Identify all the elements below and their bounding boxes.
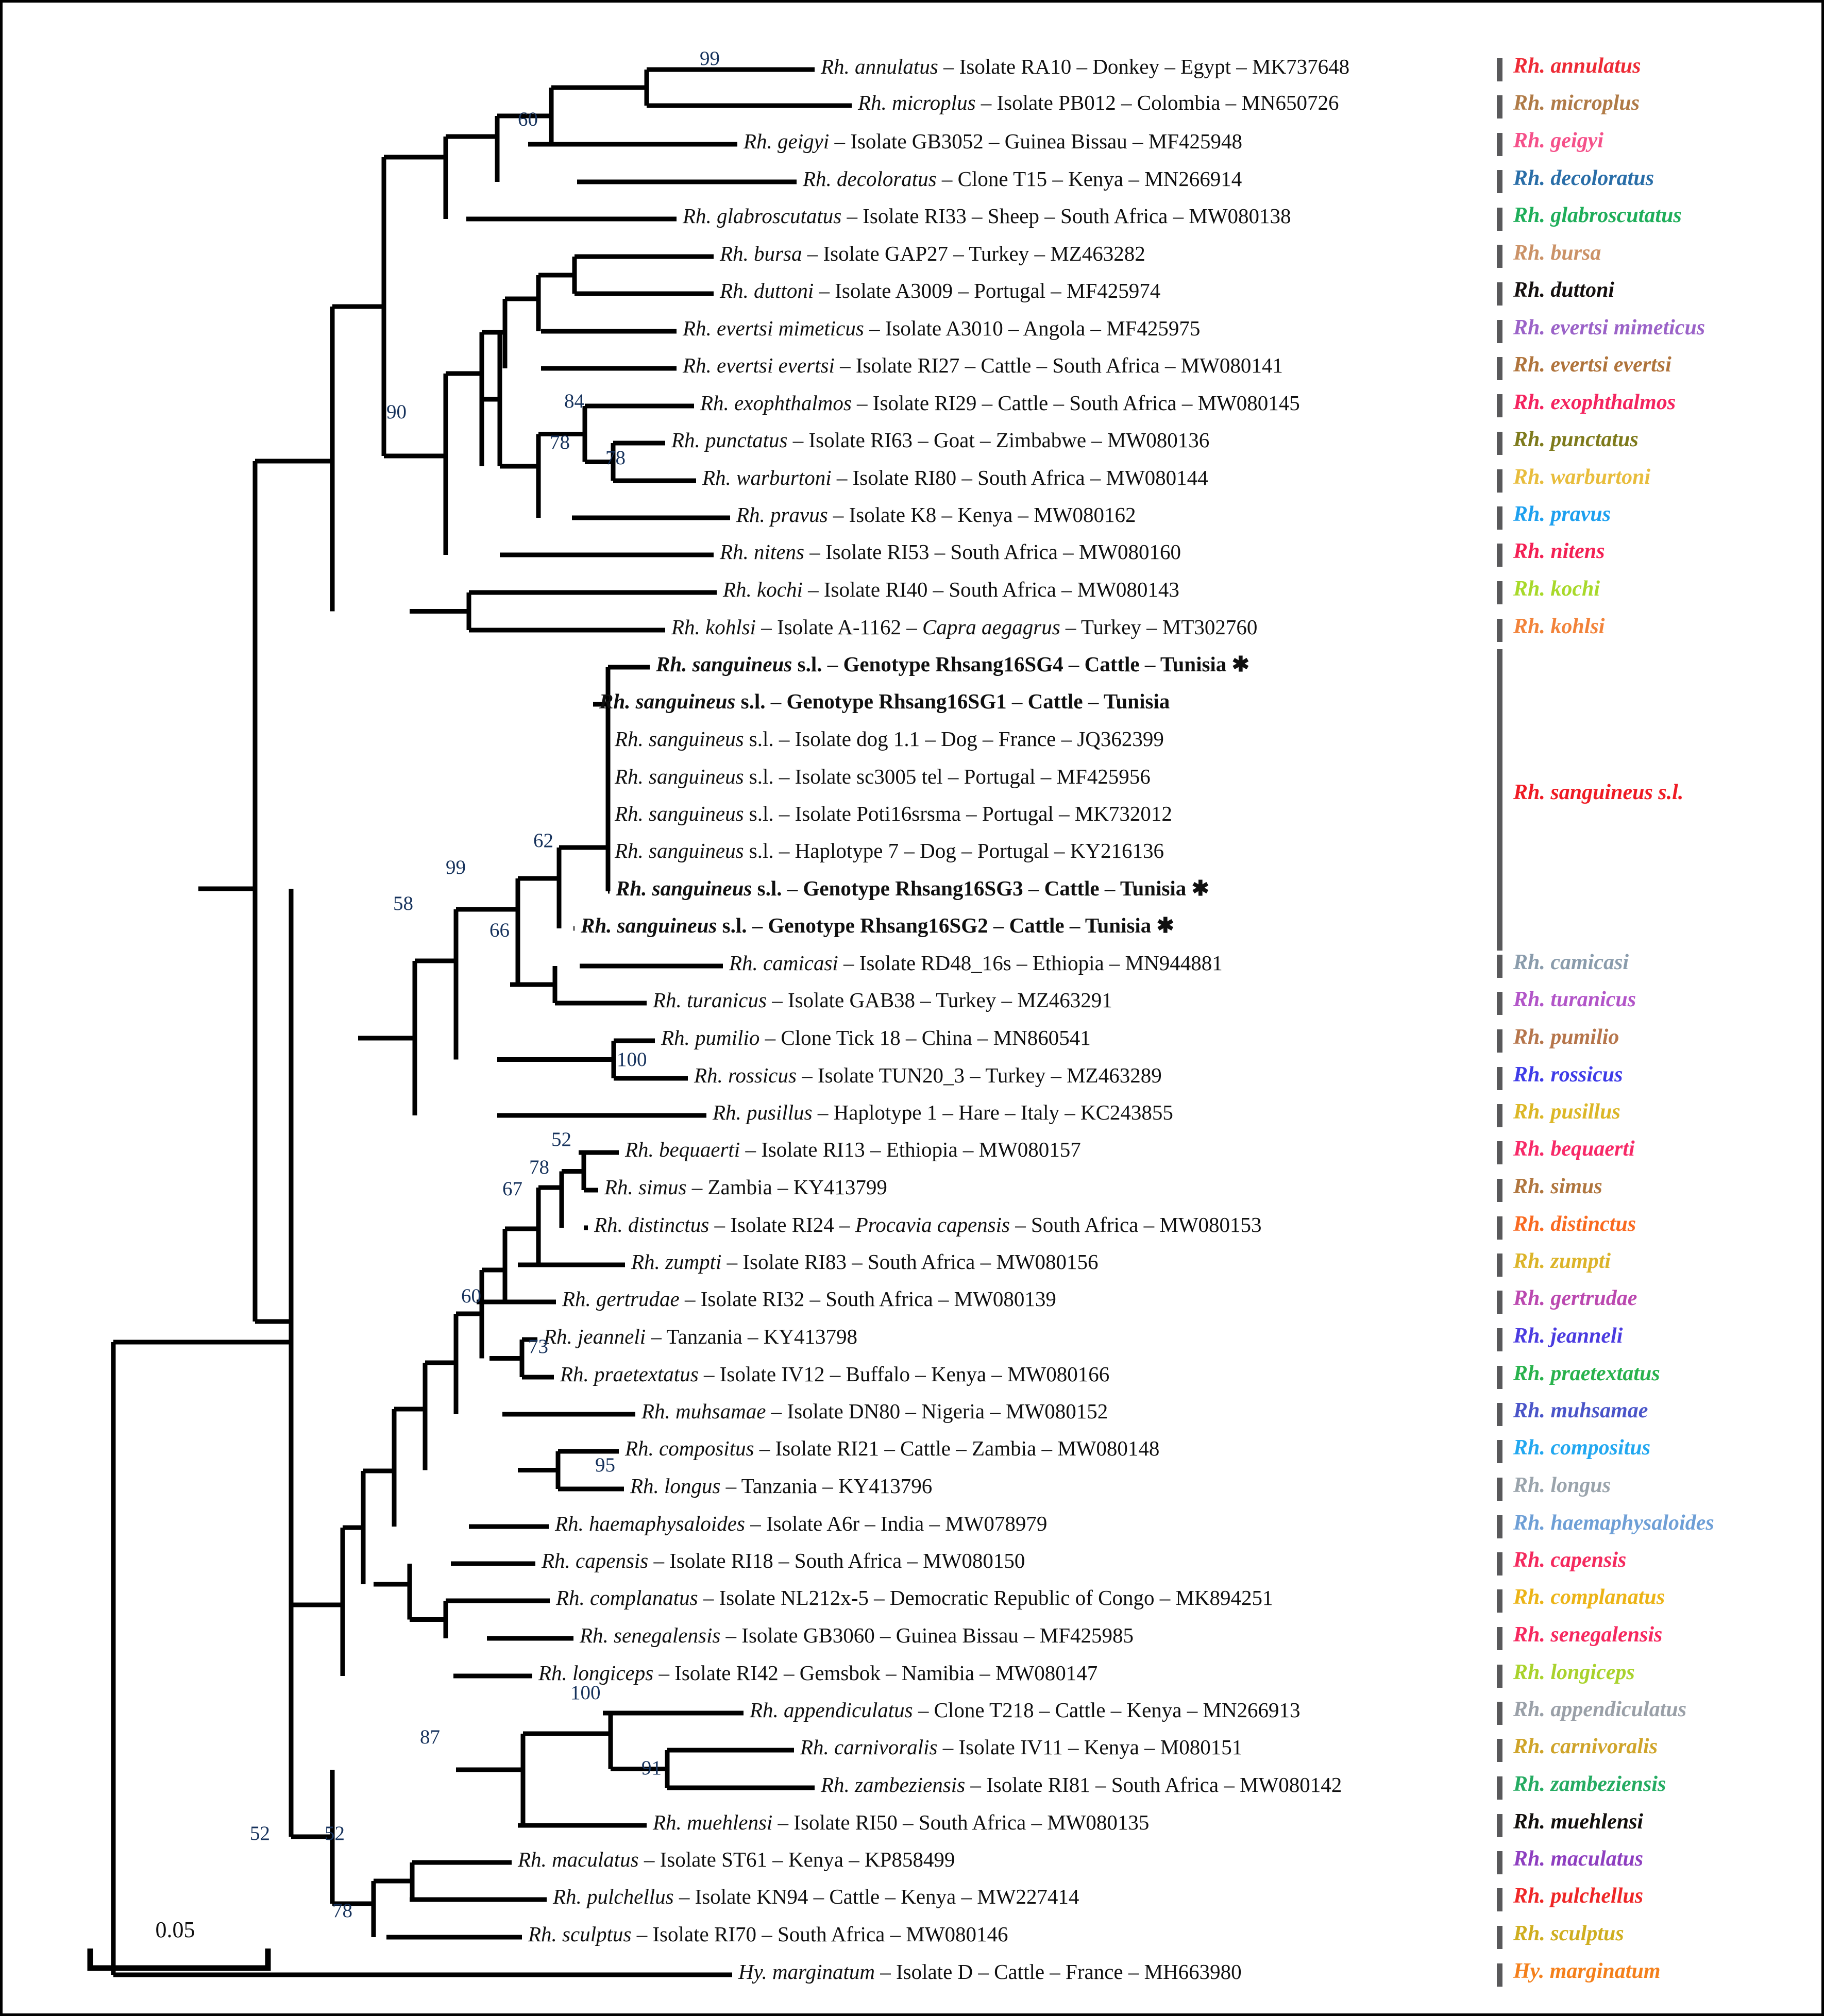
bootstrap-value: 78 — [605, 447, 626, 469]
taxon-host-species: Procavia capensis — [855, 1213, 1010, 1236]
taxon-species-name: Rh. exophthalmos — [700, 391, 852, 415]
taxon-species-name: Rh. simus — [604, 1175, 687, 1199]
taxon-species-name: Rh. capensis — [542, 1549, 649, 1572]
legend-species-label: Rh. camicasi — [1513, 951, 1629, 974]
taxon-species-name: Rh. senegalensis — [580, 1623, 721, 1647]
taxon-details: – Isolate DN80 – Nigeria – MW080152 — [766, 1399, 1108, 1423]
taxon-species-name: Rh. rossicus — [694, 1063, 797, 1087]
taxon-species-name: Rh. sanguineus — [615, 765, 744, 788]
taxon-details: – Isolate TUN20_3 – Turkey – MZ463289 — [796, 1063, 1162, 1087]
taxon-details: – Isolate K8 – Kenya – MW080162 — [827, 503, 1136, 527]
taxon-species-name: Rh. sanguineus — [656, 652, 792, 676]
taxon-host-species: Capra aegagrus — [922, 615, 1060, 639]
legend-species-label: Rh. rossicus — [1513, 1063, 1623, 1087]
new-sequence-star-icon: ✱ — [1231, 652, 1249, 676]
legend-species-label: Rh. distinctus — [1513, 1212, 1636, 1236]
taxon-details: – Isolate RI63 – Goat – Zimbabwe – MW080136 — [787, 428, 1210, 452]
taxon-species-name: Rh. turanicus — [653, 988, 767, 1012]
legend-species-label: Rh. zambeziensis — [1513, 1772, 1666, 1796]
taxon-species-name: Rh. carnivoralis — [800, 1735, 938, 1759]
legend-species-label: Rh. senegalensis — [1513, 1623, 1663, 1647]
legend-species-label: Rh. muehlensi — [1513, 1810, 1644, 1834]
taxon-details: – Isolate RI70 – South Africa – MW080146 — [631, 1922, 1008, 1946]
taxon-species-name: Rh. kohlsi — [671, 615, 756, 639]
bootstrap-value: 78 — [332, 1900, 352, 1922]
scale-bar-graphic — [3, 3, 1824, 2016]
bootstrap-value: 91 — [641, 1757, 662, 1779]
taxon-details: – Isolate A3010 – Angola – MF425975 — [864, 316, 1201, 340]
legend-species-label: Rh. turanicus — [1513, 988, 1636, 1011]
taxon-species-name: Rh. pravus — [736, 503, 828, 527]
legend-species-label: Rh. muhsamae — [1513, 1399, 1648, 1422]
taxon-details: s.l. – Isolate sc3005 tel – Portugal – MF425956 — [744, 765, 1151, 788]
taxon-details: s.l. – Isolate dog 1.1 – Dog – France – JQ362399 — [744, 727, 1164, 751]
taxon-details: – Isolate RI24 – — [709, 1213, 855, 1236]
taxon-species-name: Rh. decoloratus — [803, 167, 937, 191]
taxon-species-name: Rh. kochi — [723, 578, 803, 601]
legend-species-label: Rh. nitens — [1513, 539, 1605, 563]
scale-bar-bracket — [90, 1949, 268, 1968]
bootstrap-value: 90 — [386, 401, 407, 423]
legend-species-label: Rh. pulchellus — [1513, 1884, 1644, 1908]
bootstrap-value: 62 — [533, 829, 553, 852]
taxon-details: – Isolate RI50 – South Africa – MW080135 — [772, 1810, 1150, 1834]
taxon-species-name: Rh. pusillus — [713, 1100, 813, 1124]
bootstrap-value: 58 — [393, 892, 413, 914]
taxon-details: – Clone T15 – Kenya – MN266914 — [936, 167, 1242, 191]
legend-species-label: Rh. appendiculatus — [1513, 1698, 1687, 1721]
taxon-species-name: Rh. evertsi evertsi — [683, 353, 835, 377]
taxon-details: – Isolate IV12 – Buffalo – Kenya – MW080166 — [698, 1362, 1110, 1386]
legend-species-label: Rh. carnivoralis — [1513, 1735, 1658, 1758]
taxon-details: – Isolate RI32 – South Africa – MW080139 — [679, 1287, 1056, 1311]
taxon-species-name: Rh. gertrudae — [562, 1287, 680, 1311]
taxon-species-name: Rh. compositus — [625, 1436, 754, 1460]
bootstrap-value: 100 — [570, 1682, 601, 1704]
legend-species-label: Rh. geigyi — [1513, 129, 1603, 153]
new-sequence-star-icon: ✱ — [1156, 913, 1174, 937]
taxon-species-name: Rh. muhsamae — [641, 1399, 766, 1423]
taxon-details: – Clone Tick 18 – China – MN860541 — [759, 1026, 1091, 1049]
bootstrap-value: 60 — [518, 108, 538, 130]
taxon-species-name: Rh. sanguineus — [615, 802, 744, 825]
legend-species-label: Rh. glabroscutatus — [1513, 204, 1682, 227]
bootstrap-value: 60 — [461, 1285, 481, 1307]
taxon-species-name: Rh. nitens — [720, 540, 804, 564]
taxon-species-name: Rh. camicasi — [729, 951, 838, 975]
taxon-details: – Isolate RI13 – Ethiopia – MW080157 — [740, 1138, 1081, 1161]
taxon-details-tail: – Turkey – MT302760 — [1060, 615, 1258, 639]
taxon-species-name: Rh. praetextatus — [560, 1362, 699, 1386]
legend-species-label: Rh. sculptus — [1513, 1922, 1624, 1945]
legend-species-label: Rh. sanguineus s.l. — [1513, 781, 1684, 804]
taxon-species-name: Rh. longus — [630, 1474, 721, 1498]
taxon-details: – Isolate KN94 – Cattle – Kenya – MW227414 — [673, 1885, 1079, 1908]
taxon-details: – Isolate RI21 – Cattle – Zambia – MW080148 — [754, 1436, 1160, 1460]
taxon-species-name: Rh. jeanneli — [544, 1325, 646, 1348]
taxon-details: – Isolate GAP27 – Turkey – MZ463282 — [802, 242, 1145, 265]
taxon-species-name: Rh. complanatus — [556, 1586, 698, 1610]
legend-species-label: Rh. punctatus — [1513, 428, 1639, 451]
taxon-details: – Haplotype 1 – Hare – Italy – KC243855 — [812, 1100, 1173, 1124]
bootstrap-value: 52 — [551, 1128, 571, 1150]
legend-species-label: Rh. capensis — [1513, 1548, 1627, 1572]
bootstrap-value: 52 — [250, 1822, 270, 1844]
legend-species-label: Hy. marginatum — [1513, 1959, 1661, 1983]
taxon-species-name: Rh. bursa — [720, 242, 802, 265]
legend-species-label: Rh. evertsi mimeticus — [1513, 316, 1705, 340]
legend-species-label: Rh. kochi — [1513, 577, 1600, 601]
legend-species-label: Rh. pusillus — [1513, 1100, 1620, 1124]
legend-species-label: Rh. pravus — [1513, 502, 1611, 526]
legend-species-label: Rh. complanatus — [1513, 1585, 1665, 1609]
taxon-details: s.l. – Genotype Rhsang16SG2 – Cattle – Tunisia — [717, 913, 1157, 937]
taxon-species-name: Rh. sanguineus — [599, 689, 736, 713]
bootstrap-value: 78 — [550, 431, 570, 453]
taxon-species-name: Rh. annulatus — [821, 55, 938, 78]
legend-species-label: Rh. warburtoni — [1513, 465, 1651, 489]
taxon-details: – Zambia – KY413799 — [686, 1175, 887, 1199]
taxon-details: s.l. – Genotype Rhsang16SG1 – Cattle – Tunisia — [735, 689, 1170, 713]
taxon-species-name: Rh. sanguineus — [581, 913, 717, 937]
taxon-details: – Isolate A6r – India – MW078979 — [745, 1512, 1048, 1535]
new-sequence-star-icon: ✱ — [1191, 876, 1209, 900]
bootstrap-value: 78 — [529, 1156, 549, 1178]
legend-species-label: Rh. compositus — [1513, 1436, 1651, 1460]
taxon-details: – Isolate RD48_16s – Ethiopia – MN944881 — [838, 951, 1223, 975]
bootstrap-value: 99 — [446, 856, 466, 878]
taxon-species-name: Rh. distinctus — [594, 1213, 710, 1236]
legend-species-label: Rh. evertsi evertsi — [1513, 353, 1671, 377]
taxon-species-name: Rh. appendiculatus — [750, 1698, 913, 1722]
taxon-species-name: Rh. warburtoni — [702, 466, 832, 489]
taxon-details: s.l. – Haplotype 7 – Dog – Portugal – KY216136 — [744, 839, 1164, 862]
legend-species-label: Rh. pumilio — [1513, 1025, 1619, 1049]
taxon-details: – Isolate GB3060 – Guinea Bissau – MF425985 — [720, 1623, 1134, 1647]
taxon-details: – Isolate RA10 – Donkey – Egypt – MK737648 — [938, 55, 1350, 78]
taxon-details: – Isolate RI42 – Gemsbok – Namibia – MW080147 — [653, 1661, 1098, 1685]
taxon-details-tail: – South Africa – MW080153 — [1009, 1213, 1262, 1236]
bootstrap-value: 84 — [564, 390, 584, 412]
bootstrap-value: 87 — [420, 1726, 440, 1748]
legend-species-label: Rh. maculatus — [1513, 1847, 1644, 1871]
scale-bar-label: 0.05 — [155, 1917, 195, 1942]
taxon-details: s.l. – Genotype Rhsang16SG3 – Cattle – Tunisia — [752, 876, 1192, 900]
taxon-species-name: Rh. pumilio — [661, 1026, 760, 1049]
legend-species-label: Rh. annulatus — [1513, 54, 1641, 78]
legend-species-label: Rh. kohlsi — [1513, 615, 1605, 638]
taxon-species-name: Rh. zumpti — [631, 1250, 722, 1274]
taxon-details: – Isolate RI33 – Sheep – South Africa – MW080138 — [841, 204, 1291, 228]
taxon-details: – Isolate NL212x-5 – Democratic Republic of Congo – MK894251 — [698, 1586, 1273, 1610]
legend-species-label: Rh. duttoni — [1513, 278, 1615, 302]
taxon-details: – Isolate RI53 – South Africa – MW080160 — [804, 540, 1181, 564]
legend-species-label: Rh. haemaphysaloides — [1513, 1511, 1714, 1535]
taxon-details: – Isolate GB3052 – Guinea Bissau – MF425948 — [829, 129, 1242, 153]
taxon-details: – Isolate ST61 – Kenya – KP858499 — [638, 1848, 955, 1871]
legend-species-label: Rh. longus — [1513, 1473, 1611, 1497]
taxon-details: – Isolate RI83 – South Africa – MW080156 — [721, 1250, 1099, 1274]
legend-species-label: Rh. jeanneli — [1513, 1324, 1623, 1348]
bootstrap-value: 100 — [617, 1048, 647, 1071]
legend-species-label: Rh. decoloratus — [1513, 166, 1654, 190]
taxon-details: – Clone T218 – Cattle – Kenya – MN266913 — [913, 1698, 1301, 1722]
legend-species-label: Rh. bursa — [1513, 241, 1601, 265]
legend-species-label: Rh. gertrudae — [1513, 1286, 1637, 1310]
taxon-species-name: Rh. bequaerti — [625, 1138, 740, 1161]
taxon-species-name: Rh. duttoni — [720, 279, 814, 302]
legend-species-label: Rh. longiceps — [1513, 1661, 1635, 1684]
taxon-details: – Isolate GAB38 – Turkey – MZ463291 — [766, 988, 1112, 1012]
taxon-details: – Isolate PB012 – Colombia – MN650726 — [975, 91, 1339, 114]
bootstrap-value: 67 — [502, 1178, 522, 1200]
bootstrap-value: 95 — [595, 1454, 615, 1476]
bootstrap-value: 99 — [700, 47, 720, 70]
taxon-species-name: Rh. geigyi — [744, 129, 830, 153]
legend-species-label: Rh. zumpti — [1513, 1249, 1611, 1273]
taxon-details: – Isolate RI29 – Cattle – South Africa – MW080145 — [851, 391, 1300, 415]
taxon-details: – Isolate RI18 – South Africa – MW080150 — [648, 1549, 1025, 1572]
taxon-species-name: Rh. muehlensi — [653, 1810, 773, 1834]
taxon-species-name: Rh. maculatus — [518, 1848, 639, 1871]
legend-species-label: Rh. exophthalmos — [1513, 391, 1676, 414]
bootstrap-value: 52 — [325, 1822, 345, 1844]
taxon-species-name: Rh. haemaphysaloides — [555, 1512, 745, 1535]
taxon-species-name: Rh. microplus — [858, 91, 976, 114]
taxon-species-name: Rh. sanguineus — [616, 876, 752, 900]
taxon-details: – Isolate A3009 – Portugal – MF425974 — [814, 279, 1161, 302]
taxon-details: – Isolate A-1162 – — [755, 615, 922, 639]
taxon-species-name: Rh. sculptus — [528, 1922, 632, 1946]
taxon-species-name: Hy. marginatum — [738, 1960, 875, 1984]
taxon-details: – Isolate RI40 – South Africa – MW080143 — [802, 578, 1179, 601]
taxon-species-name: Rh. sanguineus — [615, 727, 744, 751]
taxon-species-name: Rh. glabroscutatus — [683, 204, 842, 228]
legend-species-label: Rh. microplus — [1513, 91, 1640, 115]
legend-species-label: Rh. simus — [1513, 1175, 1602, 1198]
taxon-details: s.l. – Genotype Rhsang16SG4 – Cattle – Tunisia — [792, 652, 1232, 676]
legend-species-label: Rh. bequaerti — [1513, 1137, 1635, 1161]
taxon-details: – Tanzania – KY413796 — [720, 1474, 933, 1498]
taxon-details: – Isolate RI81 – South Africa – MW080142 — [965, 1773, 1342, 1797]
taxon-species-name: Rh. punctatus — [671, 428, 788, 452]
taxon-details: – Isolate RI27 – Cattle – South Africa – MW080141 — [834, 353, 1283, 377]
legend-species-label: Rh. praetextatus — [1513, 1362, 1660, 1385]
taxon-species-name: Rh. evertsi mimeticus — [683, 316, 864, 340]
taxon-details: – Isolate IV11 – Kenya – M080151 — [937, 1735, 1243, 1759]
taxon-species-name: Rh. longiceps — [538, 1661, 654, 1685]
taxon-species-name: Rh. pulchellus — [553, 1885, 674, 1908]
bootstrap-value: 66 — [489, 919, 510, 941]
taxon-species-name: Rh. zambeziensis — [821, 1773, 966, 1797]
taxon-details: – Isolate D – Cattle – France – MH663980 — [874, 1960, 1242, 1984]
taxon-details: s.l. – Isolate Poti16srsma – Portugal – MK732012 — [744, 802, 1172, 825]
taxon-species-name: Rh. sanguineus — [615, 839, 744, 862]
taxon-details: – Tanzania – KY413798 — [646, 1325, 857, 1348]
taxon-details: – Isolate RI80 – South Africa – MW080144 — [831, 466, 1208, 489]
bootstrap-value: 73 — [528, 1335, 548, 1358]
